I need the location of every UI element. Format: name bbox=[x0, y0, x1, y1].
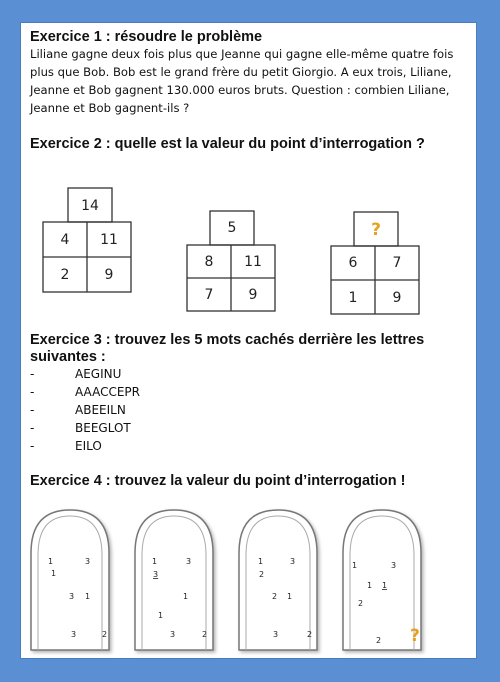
letters: AAACCEPR bbox=[75, 385, 140, 399]
svg-text:3: 3 bbox=[153, 570, 159, 579]
list-item: - ABEEILN bbox=[30, 403, 126, 417]
svg-text:1: 1 bbox=[48, 557, 54, 566]
svg-text:1: 1 bbox=[258, 557, 264, 566]
letters: BEEGLOT bbox=[75, 421, 131, 435]
svg-text:3: 3 bbox=[71, 630, 77, 639]
svg-text:3: 3 bbox=[391, 561, 397, 570]
letters: AEGINU bbox=[75, 367, 122, 381]
svg-text:1: 1 bbox=[287, 592, 293, 601]
svg-text:2: 2 bbox=[102, 630, 108, 639]
exercise4-title: Exercice 4 : trouvez la valeur du point d’interrogation ! bbox=[30, 473, 406, 489]
svg-text:1: 1 bbox=[352, 561, 358, 570]
door-2 bbox=[135, 510, 213, 650]
svg-text:3: 3 bbox=[290, 557, 296, 566]
puzzle-1-cell: 9 bbox=[104, 267, 114, 283]
letters: ABEEILN bbox=[75, 403, 126, 417]
svg-text:2: 2 bbox=[376, 636, 382, 645]
puzzle-2-cell: 9 bbox=[248, 287, 258, 303]
worksheet bbox=[21, 23, 476, 658]
exercise1-title: Exercice 1 : résoudre le problème bbox=[30, 29, 263, 45]
svg-text:1: 1 bbox=[51, 569, 57, 578]
puzzle-1-cell: 4 bbox=[60, 232, 70, 248]
svg-text:3: 3 bbox=[170, 630, 176, 639]
svg-text:1: 1 bbox=[158, 611, 164, 620]
svg-text:3: 3 bbox=[85, 557, 91, 566]
svg-text:2: 2 bbox=[358, 599, 364, 608]
puzzle-3 bbox=[331, 212, 419, 314]
door-puzzles bbox=[21, 498, 476, 658]
puzzle-2-top-value: 5 bbox=[227, 220, 237, 236]
svg-text:2: 2 bbox=[202, 630, 208, 639]
svg-text:3: 3 bbox=[273, 630, 279, 639]
puzzle-2-cell: 7 bbox=[204, 287, 214, 303]
exercise2-title: Exercice 2 : quelle est la valeur du point d’interrogation ? bbox=[30, 136, 425, 152]
svg-text:2: 2 bbox=[272, 592, 278, 601]
puzzle-1-top-value: 14 bbox=[81, 198, 99, 214]
puzzle-3-cell: 1 bbox=[348, 290, 358, 306]
svg-text:3: 3 bbox=[186, 557, 192, 566]
svg-text:2: 2 bbox=[259, 570, 265, 579]
exercise3-title: Exercice 3 : trouvez les 5 mots cachés derrière les lettres bbox=[30, 332, 425, 348]
svg-text:1: 1 bbox=[367, 581, 373, 590]
exercise1-text: Liliane gagne deux fois plus que Jeanne qui gagne elle-même quatre fois plus que Bob. Bob est le grand frère du petit Giorgio. A eux trois, Liliane, Jeanne et Bob gagnent 130.000 euros bruts. Question : combien Liliane, Jeanne et Bob gagnent-ils ? bbox=[30, 47, 454, 115]
puzzle-3-cell: 9 bbox=[392, 290, 402, 306]
list-item: - AAACCEPR bbox=[30, 385, 140, 399]
svg-text:1: 1 bbox=[152, 557, 158, 566]
svg-text:1: 1 bbox=[85, 592, 91, 601]
letters: EILO bbox=[75, 439, 102, 453]
question-mark: ? bbox=[410, 626, 420, 646]
puzzle-3-cell: 6 bbox=[348, 255, 358, 271]
puzzle-1-cell: 2 bbox=[60, 267, 70, 283]
question-mark: ? bbox=[371, 220, 381, 240]
svg-text:1: 1 bbox=[382, 581, 388, 590]
number-grid-puzzles bbox=[21, 173, 476, 323]
door-1 bbox=[31, 510, 109, 650]
door-3 bbox=[239, 510, 317, 650]
puzzle-3-cell: 7 bbox=[392, 255, 402, 271]
list-item: - EILO bbox=[30, 439, 102, 453]
list-item: - AEGINU bbox=[30, 367, 122, 381]
puzzle-2-cell: 11 bbox=[244, 254, 262, 270]
puzzle-2-cell: 8 bbox=[204, 254, 214, 270]
svg-text:1: 1 bbox=[183, 592, 189, 601]
puzzle-1-cell: 11 bbox=[100, 232, 118, 248]
door-4 bbox=[343, 510, 421, 650]
puzzle-2 bbox=[187, 211, 275, 311]
puzzle-1 bbox=[43, 188, 131, 292]
exercise3-title-continued: suivantes : bbox=[30, 349, 106, 365]
list-item: - BEEGLOT bbox=[30, 421, 131, 435]
svg-text:3: 3 bbox=[69, 592, 75, 601]
svg-text:2: 2 bbox=[307, 630, 313, 639]
